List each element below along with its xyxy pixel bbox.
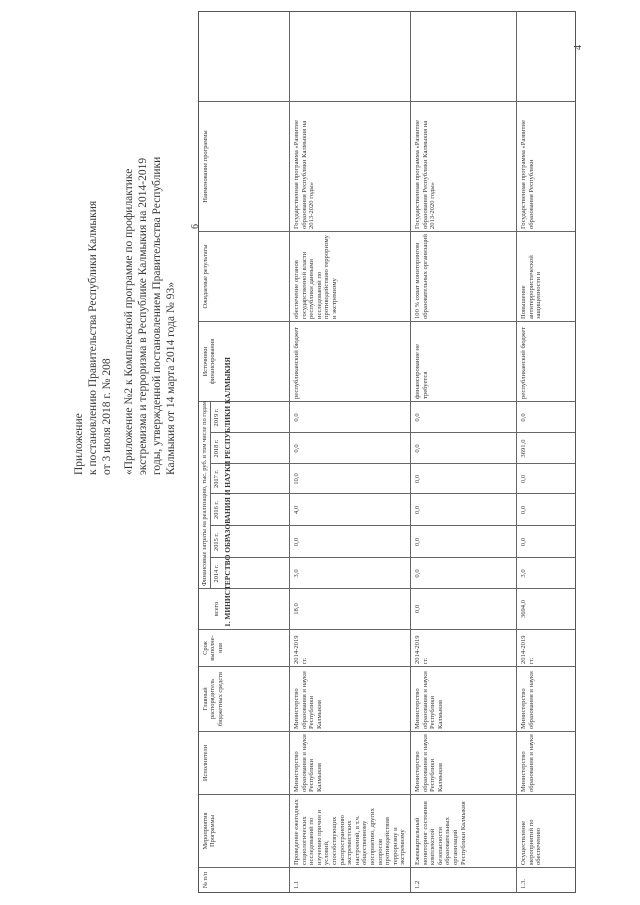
page-number: 4 [573, 45, 584, 50]
row-total: 18,0 [293, 603, 300, 615]
header-year-2018: 2018 г. [213, 439, 220, 458]
header-program: Наименование программы [202, 130, 209, 203]
row-executor: Министерство образования и науки [520, 734, 535, 792]
row-2017: 0,0 [414, 474, 421, 484]
row-term: 2014-2019 гг. [414, 635, 429, 664]
row-2015: 0,0 [293, 537, 300, 547]
row-program: Государственная программа «Развитие образования Республики Калмыкия на 2013-2020 годы» [414, 120, 437, 229]
row-2017: 10,0 [293, 473, 300, 485]
row-event: Ежеквартальный мониторинг состояния комплексной безопасности образовательных организаций Республики Калмыкия [414, 801, 467, 865]
row-2016: 0,0 [520, 505, 527, 515]
header-line: Калмыкия от 14 марта 2014 года № 93» [165, 282, 177, 475]
header-num: № п/п [202, 871, 209, 889]
row-term: 2014-2019 гг. [520, 635, 535, 664]
row-event: Осуществление мероприятий по обеспечению [520, 819, 543, 865]
row-source: республиканский бюджет [520, 326, 527, 399]
row-2018: 0,0 [414, 444, 421, 453]
header-line: экстремизма и терроризма в Республике Калмыкия на 2014-2019 [137, 157, 149, 475]
row-executor: Министерство образования и науки Республики Калмыкия [293, 734, 323, 792]
row-result: обеспечение органов государственной власти республики данными исследований по противодействию терроризму и экстремизму [293, 235, 338, 319]
header-line: «Приложение №2 к Комплексной программе по профилактике [123, 168, 135, 475]
row-2018: 3691,0 [520, 439, 527, 458]
row-num: 1.2 [414, 880, 421, 889]
margin-mark: 6 [190, 224, 201, 229]
row-num: 1.1 [293, 880, 300, 889]
row-manager: Министерство образования и науки Республики Калмыкия [293, 671, 323, 729]
header-source: Источники финансирования [202, 338, 217, 385]
row-2016: 4,0 [293, 505, 300, 515]
row-2015: 0,0 [520, 537, 527, 547]
program-table [198, 11, 576, 893]
row-2017: 0,0 [520, 474, 527, 484]
row-2019: 0,0 [293, 413, 300, 422]
row-2014: 3,0 [293, 569, 300, 578]
header-event: Мероприятия Программы [202, 812, 217, 850]
row-2019: 0,0 [520, 413, 527, 422]
header-costs: Финансовые затраты на реализацию, тыс. руб. в том числе по годам [201, 401, 208, 586]
row-result: Повышение антитеррористической защищенности и [520, 255, 543, 319]
header-line: от 3 июля 2018 г. № 208 [101, 358, 113, 475]
row-2015: 0,0 [414, 537, 421, 547]
row-2019: 0,0 [414, 413, 421, 422]
row-manager: Министерство образования и науки [520, 671, 535, 729]
header-year-2014: 2014 г. [213, 564, 220, 583]
document-header [72, 55, 178, 475]
header-line: Приложение [73, 413, 85, 475]
section-title: 1. МИНИСТЕРСТВО ОБРАЗОВАНИЯ И НАУКИ РЕСПУБЛИКИ КАЛМЫКИЯ [223, 357, 232, 627]
row-num: 1.3. [520, 879, 527, 889]
row-term: 2014-2019 гг. [293, 635, 308, 664]
header-line: годы, утвержденной постановлением Правительства Республики [151, 156, 163, 475]
header-term: Срок выполне-ния [202, 635, 224, 661]
row-2018: 0,0 [293, 444, 300, 453]
header-line: к постановлению Правительства Республики Калмыкия [87, 200, 99, 475]
row-total: 0,0 [414, 604, 421, 614]
header-result: Ожидаемые результаты [202, 244, 209, 309]
header-year-2019: 2019 г. [213, 408, 220, 427]
row-total: 3694,0 [520, 599, 527, 619]
row-2016: 0,0 [414, 505, 421, 515]
header-executor: Исполнители [202, 744, 209, 782]
row-result: 100 % охват мониторингом образовательных организаций [414, 234, 429, 319]
header-year-2016: 2016 г. [213, 501, 220, 519]
row-program: Государственная программа «Развитие образования Республики Калмыкия на 2013-2020 годы» [293, 120, 316, 229]
header-total: всего [213, 601, 220, 617]
row-2014: 0,0 [414, 569, 421, 578]
header-year-2015: 2015 г. [213, 533, 220, 551]
header-manager: Главный распорядитель бюджетных средств [202, 671, 224, 727]
row-program: Государственная программа «Развитие образования Республики [520, 120, 535, 229]
row-executor: Министерство образования и науки Республики Калмыкия [414, 734, 444, 792]
header-year-2017: 2017 г. [213, 470, 220, 488]
row-manager: Министерство образования и науки Республики Калмыкия [414, 671, 444, 729]
row-event: Проведение ежегодных социологических исследований по изучению причин и условий, способствующих распространению экстремистских настроений, в т.ч. общественному восприятию, других вопросов противодействия терроризму и экстремизму [293, 799, 407, 865]
row-source: республиканский бюджет [293, 326, 300, 399]
row-source: финансирование не требуется [414, 344, 429, 399]
row-2014: 3,0 [520, 569, 527, 578]
